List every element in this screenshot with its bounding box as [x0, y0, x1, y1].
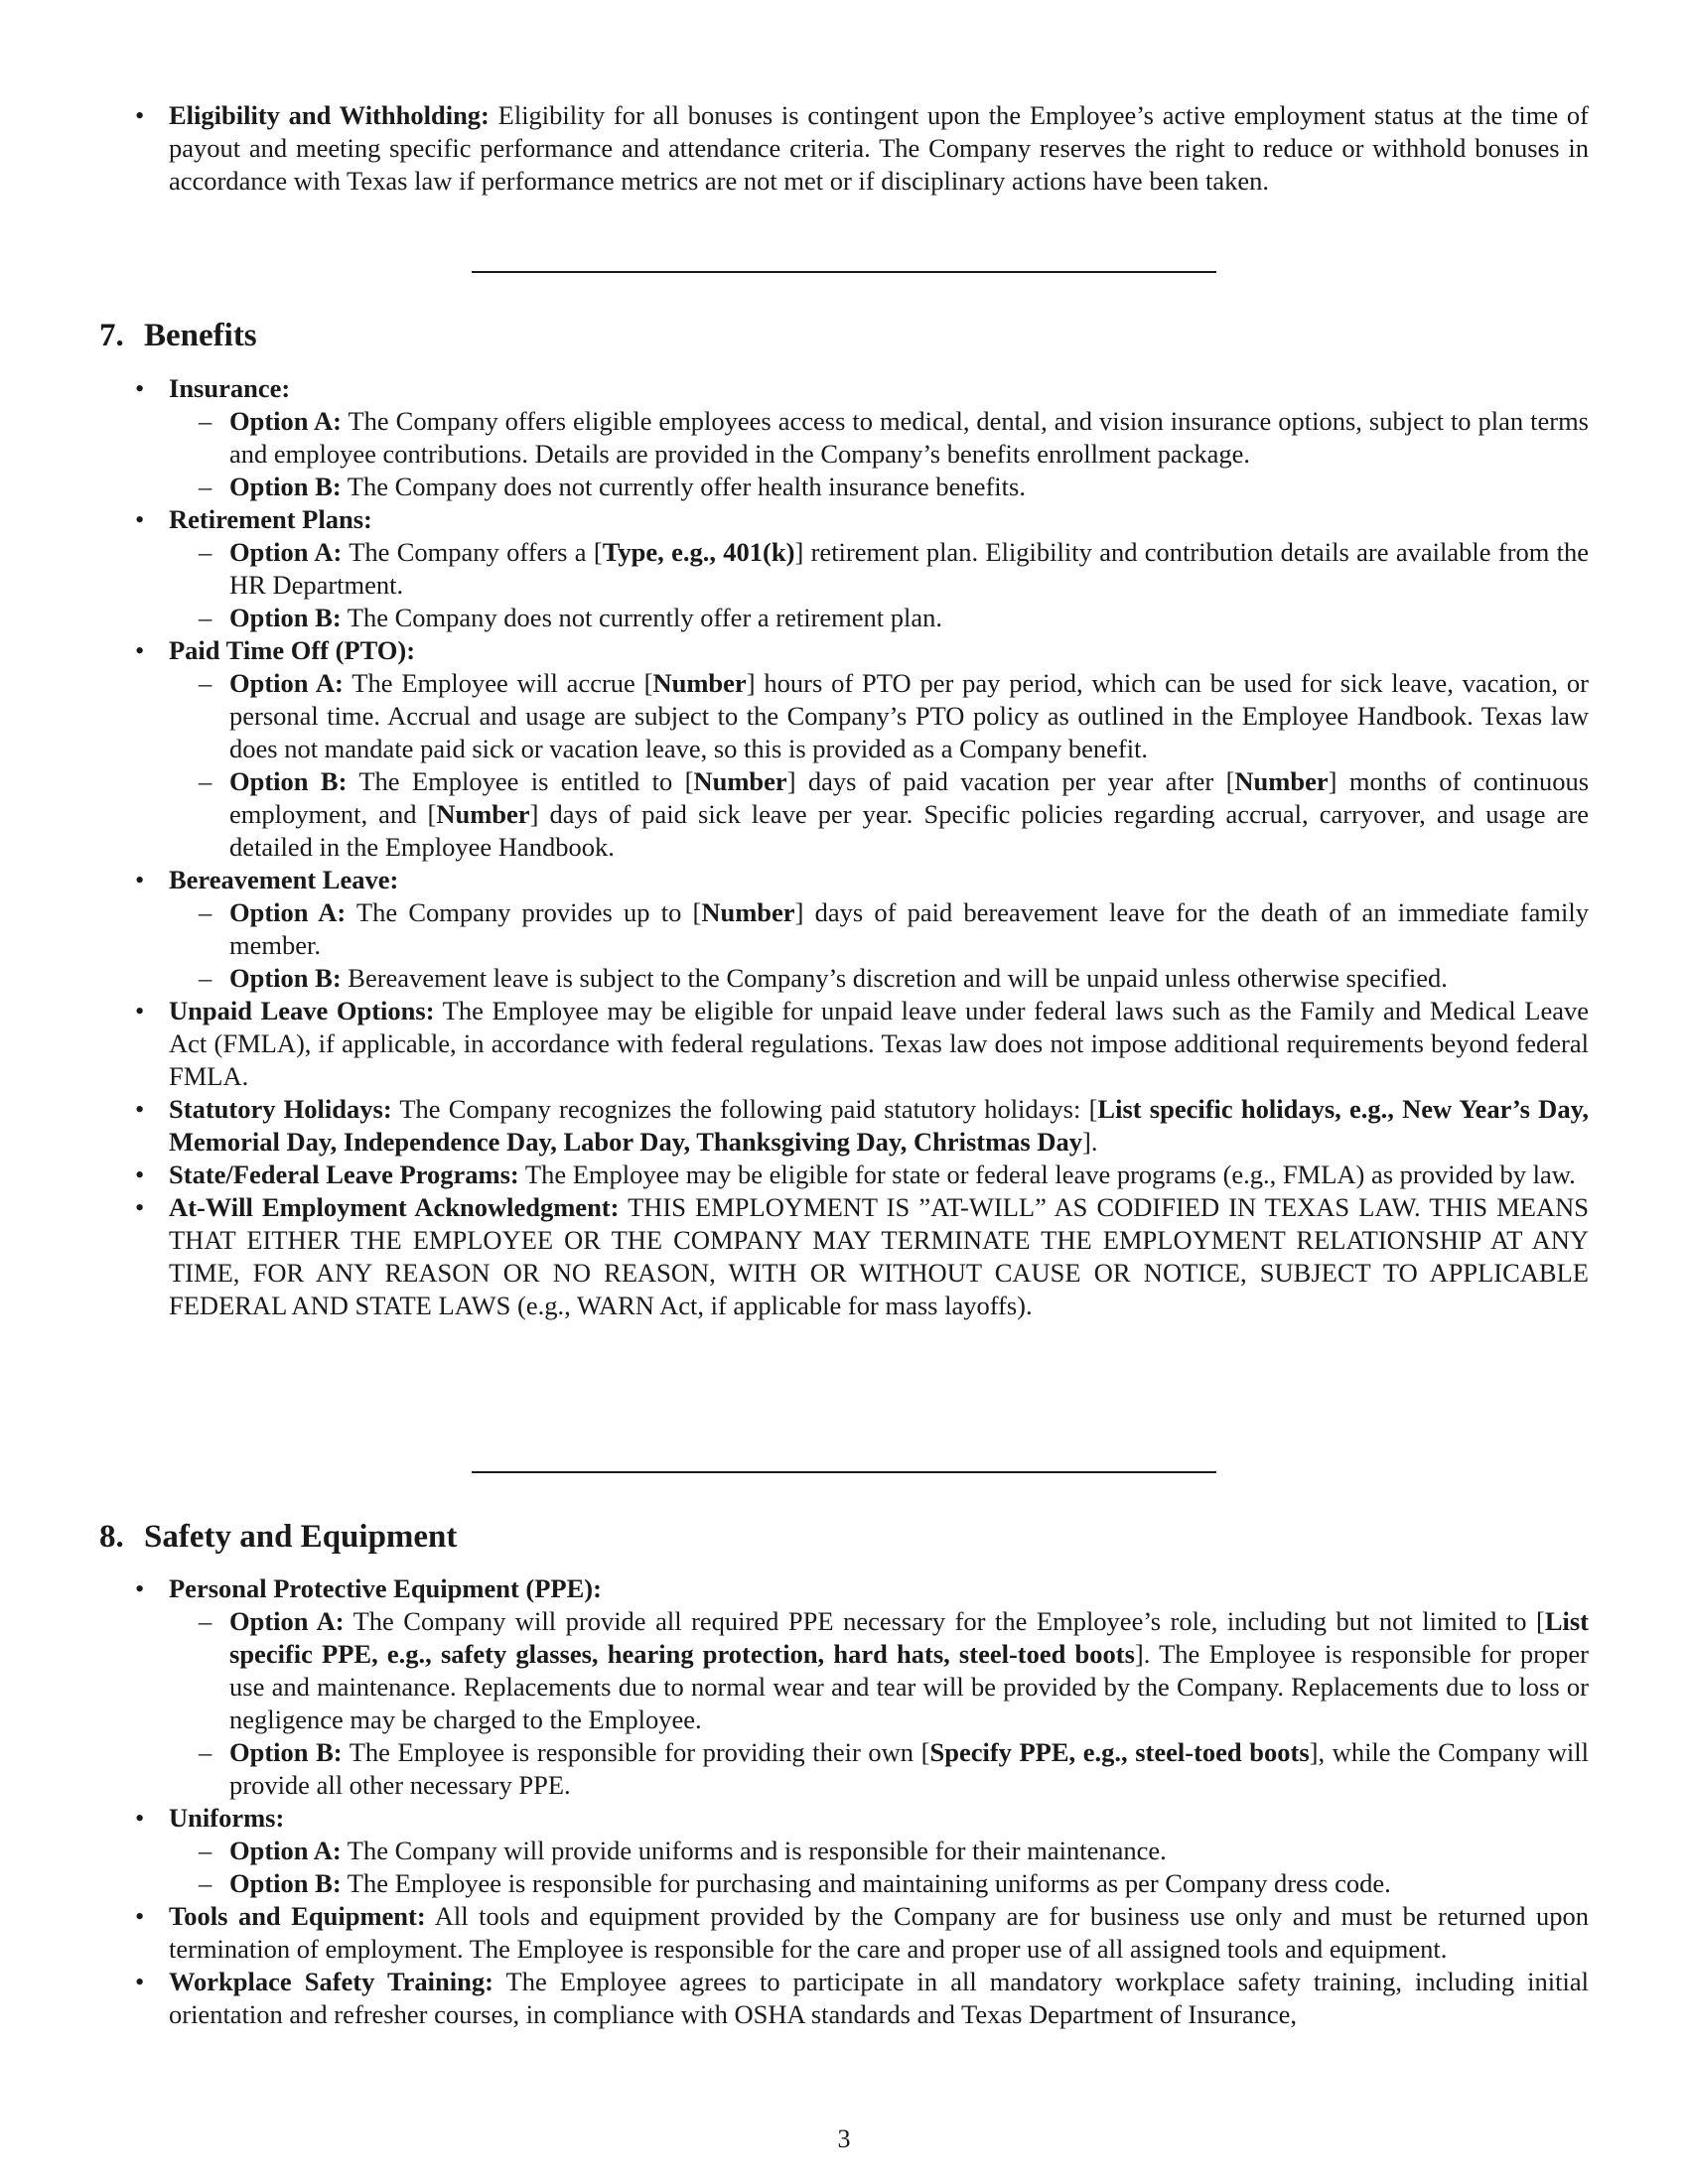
option-text: ], while the Company will provide all other necessary PPE. — [229, 1737, 1589, 1800]
option-label: Option B: — [229, 1868, 342, 1898]
option-label: Option B: — [229, 963, 342, 993]
section-heading-safety — [99, 1519, 457, 1556]
bonus-eligibility-block — [99, 99, 1589, 198]
placeholder-field: Specify PPE, e.g., steel-toed boots — [929, 1737, 1310, 1767]
option-text: The Employee is responsible for providing their own [ — [342, 1737, 930, 1767]
list-item-uniforms — [99, 1802, 1589, 1900]
list-item-insurance — [99, 372, 1589, 503]
item-label: Paid Time Off (PTO): — [169, 635, 416, 665]
page-number: 3 — [837, 2124, 851, 2153]
item-label: Personal Protective Equipment (PPE): — [169, 1573, 602, 1603]
item-text: THIS EMPLOYMENT IS ”AT-WILL” AS CODIFIED IN TEXAS LAW. THIS MEANS THAT EITHER THE EMPLOYEE OR THE COMPANY MAY TERMINATE THE EMPLOYMENT RELATIONSHIP AT ANY TIME, FOR ANY REASON OR NO REASON, WITH OR WITHOUT CAUSE OR NOTICE, SUBJECT TO APPLICABLE FEDERAL AND STATE LAWS (e.g., WARN Act, if applicable for mass layoffs). — [169, 1192, 1589, 1320]
placeholder-field: Type, e.g., 401(k) — [602, 537, 795, 567]
item-label: Insurance: — [169, 373, 291, 403]
item-text: The Employee may be eligible for state or federal leave programs (e.g., FMLA) as provided by law. — [518, 1160, 1576, 1189]
list-item — [99, 99, 1589, 198]
list-item-retirement — [99, 503, 1589, 634]
option-text: ] days of paid sick leave per year. Specific policies regarding accrual, carryover, and usage are detailed in the Employee Handbook. — [229, 799, 1590, 862]
placeholder-field: Number — [1234, 766, 1329, 796]
option-text: ] months of continuous employment, and [ — [229, 766, 1590, 829]
item-label: Workplace Safety Training: — [169, 1967, 493, 1996]
option-text: ] days of paid vacation per year after [ — [786, 766, 1235, 796]
item-label: Bereavement Leave: — [169, 865, 399, 894]
option-text: The Company will provide uniforms and is responsible for their maintenance. — [341, 1836, 1167, 1865]
section-divider — [472, 271, 1216, 273]
sub-item — [169, 962, 1589, 995]
sub-item — [169, 602, 1589, 634]
placeholder-field: List specific PPE, e.g., safety glasses, hearing protection, hard hats, steel-toed boots — [229, 1606, 1589, 1669]
list-item-holidays — [99, 1093, 1589, 1159]
section-number: 8. — [99, 1519, 124, 1555]
section-number: 7. — [99, 318, 124, 353]
list-item-unpaid-leave — [99, 995, 1589, 1093]
placeholder-field: Number — [652, 668, 747, 698]
option-text: The Company will provide all required PPE necessary for the Employee’s role, including but not limited to [ — [344, 1606, 1545, 1636]
list-item-pto — [99, 634, 1589, 864]
benefits-list — [99, 372, 1589, 1322]
item-label: State/Federal Leave Programs: — [169, 1160, 519, 1189]
sub-item — [169, 667, 1589, 765]
option-text: The Company offers a [ — [342, 537, 603, 567]
option-text: ] hours of PTO per pay period, which can be used for sick leave, vacation, or personal time. Accrual and usage are subject to the Company’s PTO policy as outlined in the Employee Handbook. Texas law does not mandate paid sick or vacation leave, so this is provided as a Company benefit. — [229, 668, 1589, 763]
item-label: At-Will Employment Acknowledgment: — [169, 1192, 620, 1222]
section-title: Safety and Equipment — [144, 1519, 458, 1555]
sub-item — [169, 1736, 1589, 1802]
item-text: The Company recognizes the following paid statutory holidays: [ — [391, 1094, 1098, 1124]
option-label: Option A: — [229, 668, 344, 698]
list-item-at-will — [99, 1191, 1589, 1322]
section-divider — [472, 1471, 1216, 1473]
list-item-safety-training — [99, 1966, 1589, 2031]
list-item-state-leave — [99, 1159, 1589, 1191]
option-text: Bereavement leave is subject to the Company’s discretion and will be unpaid unless otherwise specified. — [341, 963, 1448, 993]
item-text: The Employee agrees to participate in all mandatory workplace safety training, including initial orientation and refresher courses, in compliance with OSHA standards and Texas Department of Insurance, — [169, 1967, 1589, 2029]
sub-item — [169, 536, 1589, 602]
option-label: Option A: — [229, 406, 342, 436]
option-label: Option B: — [229, 603, 342, 632]
option-text: The Employee will accrue [ — [343, 668, 653, 698]
list-item-ppe — [99, 1572, 1589, 1802]
sub-item — [169, 1867, 1589, 1900]
sub-item — [169, 1835, 1589, 1867]
option-text: The Company provides up to [ — [346, 897, 702, 927]
placeholder-field: Number — [436, 799, 530, 829]
option-text: ] retirement plan. Eligibility and contribution details are available from the HR Department. — [229, 537, 1590, 600]
option-text: The Company offers eligible employees access to medical, dental, and vision insurance options, subject to plan terms and employee contributions. Details are provided in the Company’s benefits enrollment package. — [229, 406, 1589, 469]
item-label: Uniforms: — [169, 1803, 285, 1833]
option-label: Option B: — [229, 472, 342, 501]
item-label: Eligibility and Withholding: — [169, 100, 490, 130]
item-label: Tools and Equipment: — [169, 1901, 426, 1931]
section-heading-benefits — [99, 318, 257, 354]
item-text: The Employee may be eligible for unpaid leave under federal laws such as the Family and Medical Leave Act (FMLA), if applicable, in accordance with federal regulations. Texas law does not impose additional requirements beyond federal FMLA. — [169, 996, 1590, 1091]
list-item-bereavement — [99, 864, 1589, 995]
option-label: Option A: — [229, 537, 343, 567]
item-label: Unpaid Leave Options: — [169, 996, 435, 1025]
sub-item — [169, 1605, 1589, 1736]
option-text: The Employee is entitled to [ — [347, 766, 694, 796]
item-text: All tools and equipment provided by the Company are for business use only and must be returned upon termination of employment. The Employee is responsible for the care and proper use of all assigned tools and equipment. — [169, 1901, 1590, 1964]
option-text: ]. The Employee is responsible for proper use and maintenance. Replacements due to normal wear and tear will be provided by the Company. Replacements due to loss or negligence may be charged to the Employee. — [229, 1639, 1590, 1734]
sub-item — [169, 471, 1589, 503]
placeholder-field: Number — [693, 766, 787, 796]
option-text: ] days of paid bereavement leave for the death of an immediate family member. — [229, 897, 1589, 960]
item-label: Retirement Plans: — [169, 504, 372, 534]
safety-list — [99, 1572, 1589, 2031]
list-item-tools — [99, 1900, 1589, 1966]
sub-item — [169, 765, 1589, 864]
option-text: The Company does not currently offer a retirement plan. — [341, 603, 943, 632]
item-label: Statutory Holidays: — [169, 1094, 392, 1124]
option-label: Option B: — [229, 766, 348, 796]
option-text: The Employee is responsible for purchasing and maintaining uniforms as per Company dress code. — [341, 1868, 1391, 1898]
option-text: The Company does not currently offer health insurance benefits. — [341, 472, 1026, 501]
sub-item — [169, 405, 1589, 471]
option-label: Option A: — [229, 1836, 342, 1865]
item-text: ]. — [1082, 1127, 1098, 1157]
option-label: Option A: — [229, 1606, 345, 1636]
option-label: Option B: — [229, 1737, 343, 1767]
item-text: Eligibility for all bonuses is contingent upon the Employee’s active employment status at the time of payout and meeting specific performance and attendance criteria. The Company reserves the right to reduce or withhold bonuses in accordance with Texas law if performance metrics are not met or if disciplinary actions have been taken. — [169, 100, 1590, 196]
section-title: Benefits — [144, 318, 257, 353]
option-label: Option A: — [229, 897, 347, 927]
placeholder-field: List specific holidays, e.g., New Year’s Day, Memorial Day, Independence Day, Labor Day, Thanksgiving Day, Christmas Day — [169, 1094, 1589, 1157]
placeholder-field: Number — [701, 897, 795, 927]
sub-item — [169, 896, 1589, 962]
